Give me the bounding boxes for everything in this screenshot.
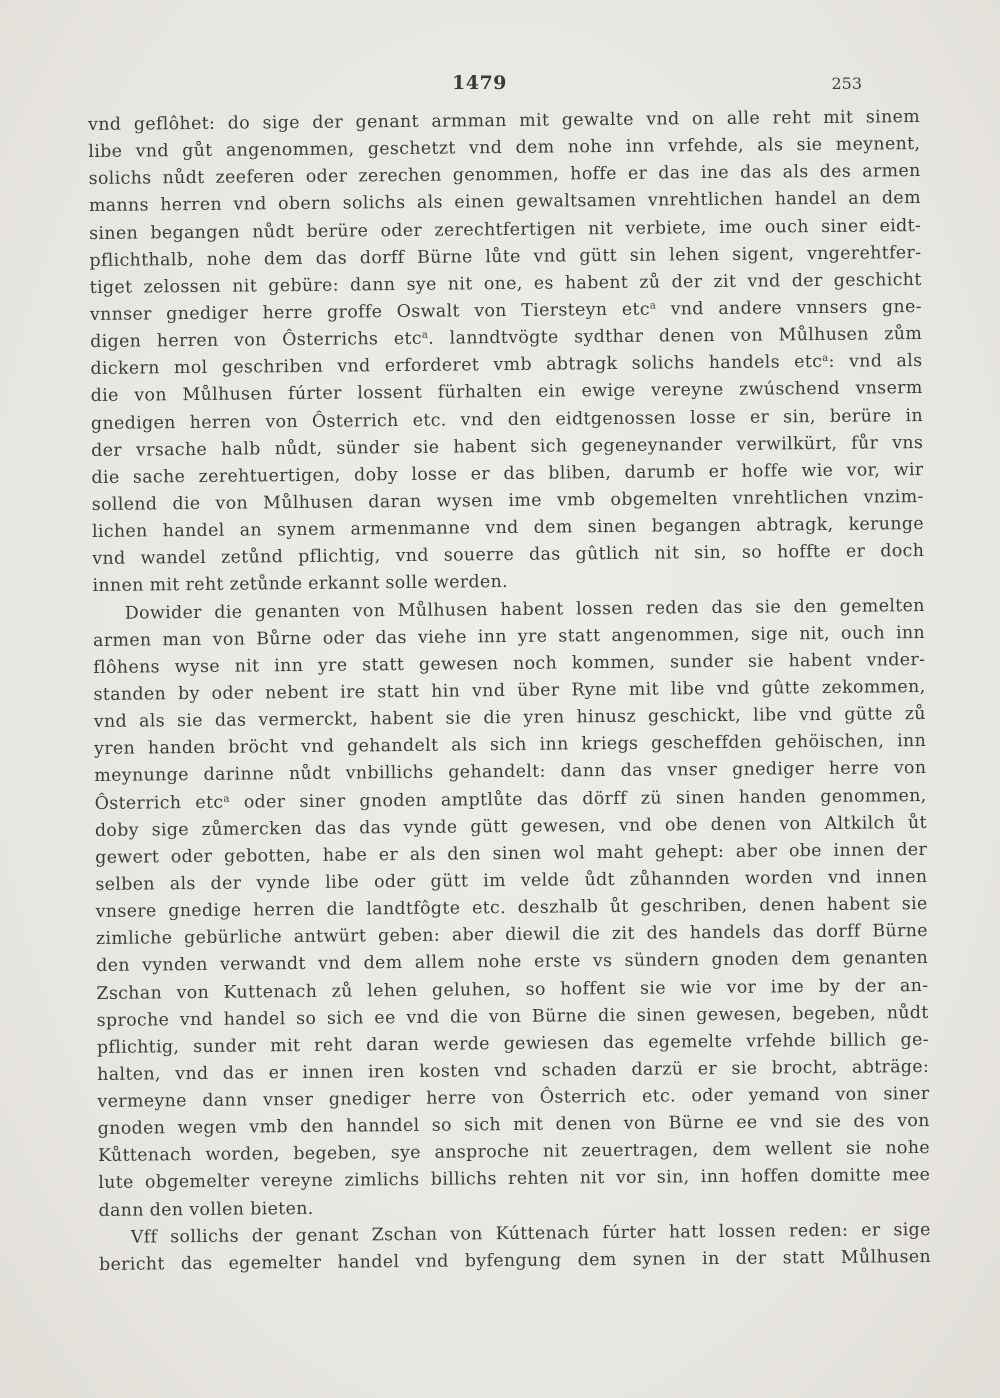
text-line: vnd als sie das vermerckt, habent sie die yren hinusz geschickt, libe vnd gütte zů — [93, 704, 926, 733]
text-line: der vrsache halb nůdt, sünder sie habent sich gegeneynander verwilkürt, fůr vns — [91, 432, 924, 461]
text-line: gnedigen herren von Ôsterrich etc. vnd den eidtgenossen losse er sin, berüre in — [90, 405, 924, 434]
text-line: den vynden verwandt vnd dem allem nohe erste vs sündern gnoden dem genanten — [96, 948, 929, 977]
text-line: vermeyne dann vnser gnediger herre von Ôsterrich etc. oder yemand von siner — [97, 1084, 930, 1113]
text-line: flôhens wyse nit inn yre statt gewesen noch kommen, sunder sie habent vnder- — [93, 649, 926, 678]
text-line: die von Můlhusen fúrter lossent fürhalten ein ewige vereyne zwúschend vnserm — [90, 378, 923, 407]
page-number: 253 — [831, 74, 862, 93]
text-line: zimliche gebürliche antwürt geben: aber diewil die zit des handels das dorff Bürne — [95, 921, 928, 950]
text-line: Kůttenach worden, begeben, sye ansproche nit zeuertragen, dem wellent sie nohe — [97, 1138, 931, 1167]
text-line: Zschan von Kuttenach zů lehen geluhen, so hoffent sie wie vor ime by der an- — [96, 975, 929, 1004]
text-line: digen herren von Ôsterrichs etc$^a$. lanndtvögte sydthar denen von Můlhusen zům — [90, 324, 923, 353]
text-line: pflichthalb, nohe dem das dorff Bürne lůte vnd gütt sin lehen sigent, vngerehtfer- — [89, 242, 922, 271]
text-line: lichen handel an synem armenmanne vnd dem sinen begangen abtragk, kerunge — [91, 514, 925, 543]
text-line: Dowider die genanten von Můlhusen habent lossen reden das sie den gemelten — [124, 595, 925, 624]
text-line: tiget zelossen nit gebüre: dann sye nit one, es habent zů der zit vnd der geschicht — [89, 269, 922, 298]
text-line: dann den vollen bieten. — [98, 1198, 314, 1221]
text-line: sollend die von Můlhusen daran wysen ime vmb obgemelten vnrehtlichen vnzim- — [91, 486, 924, 515]
text-line: Ôsterrich etc$^a$ oder siner gnoden amptlůte das dörff zü sinen handen genommen, — [94, 785, 927, 814]
text-line: standen by oder nebent ire statt hin vnd über Ryne mit libe vnd gûtte zekommen, — [93, 676, 926, 705]
text-line: Vff sollichs der genant Zschan von Kúttenach fúrter hatt lossen reden: er sige — [130, 1219, 931, 1248]
text-line: bericht das egemelter handel vnd byfengung dem synen in der statt Můlhusen — [98, 1246, 932, 1275]
paragraph — [93, 593, 931, 1225]
text-line: doby sige zůmercken das das vynde gütt gewesen, vnd obe denen von Altkilch ůt — [94, 812, 927, 841]
text-line: gnoden wegen vmb den hanndel so sich mit denen von Bürne ee vnd sie des von — [97, 1111, 930, 1140]
body-text — [88, 104, 931, 1279]
text-line: solichs nůdt zeeferen oder zerechen genommen, hoffe er das ine das als des armen — [88, 161, 921, 190]
page-header — [0, 72, 1000, 102]
page-header-year: 1479 — [452, 72, 507, 94]
text-line: sinen begangen nůdt berüre oder zerechtfertigen nit verbiete, ime ouch siner eidt- — [89, 215, 922, 244]
text-line: dickern mol geschriben vnd erforderet vmb abtragk solichs handels etc$^a$: vnd als — [90, 351, 923, 380]
text-line: vnd geflôhet: do sige der genant armman mit gewalte vnd on alle reht mit sinem — [88, 107, 921, 135]
text-line: gewert oder gebotten, habe er als den sinen wol maht gehept: aber obe innen der — [95, 839, 928, 868]
text-line: yren handen bröcht vnd gehandelt als sich inn kriegs gescheffden gehöischen, inn — [94, 731, 927, 760]
text-line: die sache zerehtuertigen, doby losse er das bliben, darumb er hoffe wie vor, wir — [91, 459, 924, 488]
text-line: vnsere gnedige herren die landtfôgte etc. deszhalb ůt geschriben, denen habent sie — [95, 894, 928, 923]
text-line: innen mit reht zetůnde erkannt solle werden. — [92, 572, 509, 597]
text-line: manns herren vnd obern solichs als einen gewaltsamen vnrehtlichen handel an dem — [88, 188, 921, 217]
text-line: pflichtig, sunder mit reht daran werde gewiesen das egemelte vrfehde billich ge- — [96, 1029, 930, 1058]
text-line: libe vnd gůt angenommen, geschetzt vnd dem nohe inn vrfehde, als sie meynent, — [88, 134, 921, 163]
text-line: vnnser gnediger herre groffe Oswalt von Tiersteyn etc$^a$ vnd andere vnnsers gne- — [89, 296, 923, 325]
text-line: armen man von Bůrne oder das viehe inn yre statt angenommen, sige nit, ouch inn — [92, 622, 926, 651]
text-line: meynunge darinne nůdt vnbillichs gehandelt: dann das vnser gnediger herre von — [94, 758, 927, 787]
text-line: lute obgemelter vereyne zimlichs billichs rehten nit vor sin, inn hoffen domitte mee — [98, 1165, 931, 1194]
text-line: sproche vnd handel so sich ee vnd die von Bürne die sinen gewesen, begeben, nůdt — [96, 1002, 929, 1031]
text-line: selben als der vynde libe oder gütt im velde ůdt zůhannden worden vnd innen — [95, 866, 928, 895]
text-line: vnd wandel zetůnd pflichtig, vnd souerre das gûtlich nit sin, so hoffte er doch — [92, 541, 925, 570]
text-line: halten, vnd das er innen iren kosten vnd schaden darzü er sie brocht, abträge: — [97, 1056, 930, 1085]
paragraph — [99, 1217, 931, 1279]
paragraph — [88, 104, 925, 600]
